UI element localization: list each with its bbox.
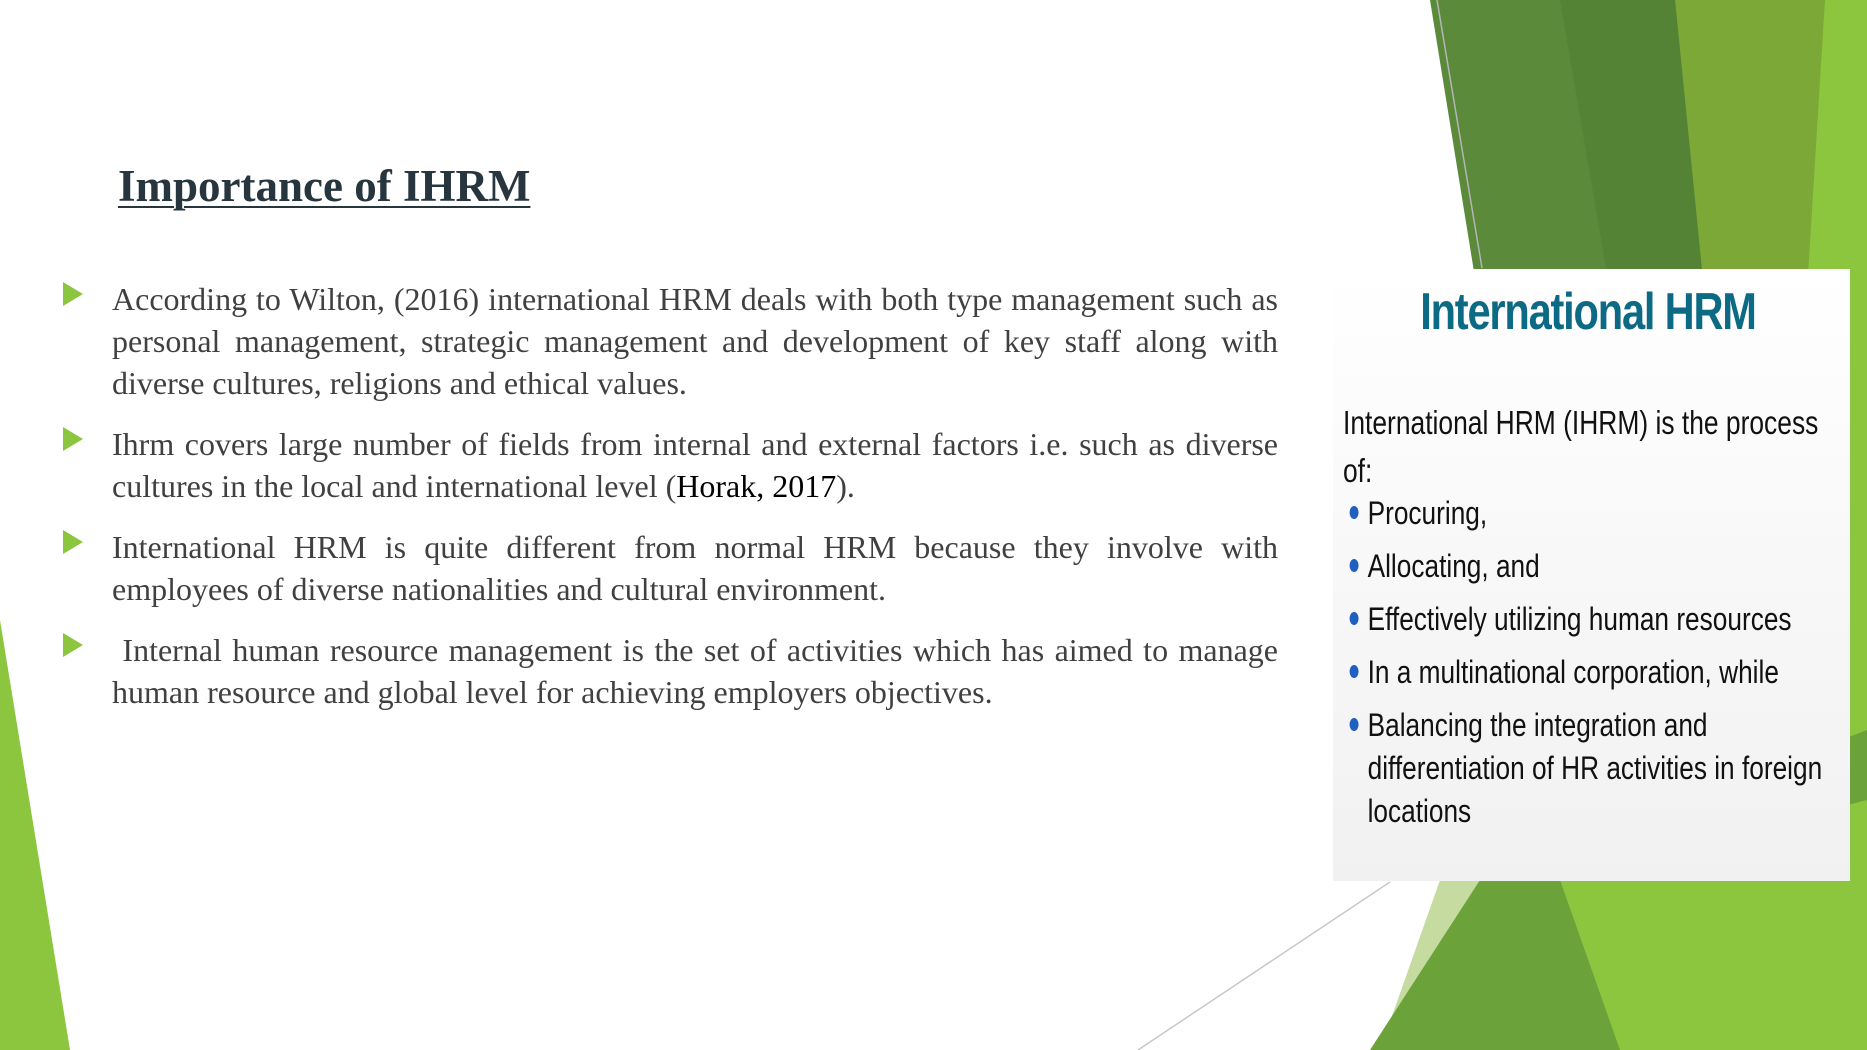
infographic-intro: International HRM (IHRM) is the process of:: [1343, 404, 1819, 489]
infographic-item-text: Procuring,: [1367, 495, 1488, 531]
bullet-item-2: [112, 423, 1278, 507]
bullet-item-3: [112, 526, 1278, 610]
triangle-arrow-icon: [63, 633, 83, 657]
infographic-title: International HRM: [1420, 283, 1756, 341]
infographic-item-text: In a multinational corporation, while: [1367, 654, 1779, 690]
infographic-list: [1343, 492, 1847, 843]
infographic-item: [1343, 492, 1847, 535]
decor-line-lower: [1138, 882, 1390, 1050]
facet-left: [0, 620, 70, 1050]
ihrm-definition-image: [1333, 269, 1850, 881]
infographic-item-text: Effectively utilizing human resources: [1367, 601, 1792, 637]
bullet-text: International HRM is quite different from normal HRM because they involve with employees of diverse nationalities and cultural environment.: [112, 529, 1278, 607]
bullet-item-1: [112, 278, 1278, 404]
slide-title: Importance of IHRM: [118, 161, 531, 211]
bullet-dot-icon: [1350, 559, 1359, 572]
infographic-item: [1343, 704, 1847, 833]
triangle-arrow-icon: [63, 282, 83, 306]
infographic-item-text: Balancing the integration and differentiation of HR activities in foreign locations: [1367, 707, 1823, 829]
bullet-text: Ihrm covers large number of fields from internal and external factors i.e. such as diverse cultures in the local and international level (: [112, 426, 1278, 504]
infographic-item-text: Allocating, and: [1367, 548, 1540, 584]
bullet-text: Internal human resource management is the set of activities which has aimed to manage human resource and global level for achieving employers objectives.: [112, 632, 1278, 710]
bullet-text: According to Wilton, (2016) international HRM deals with both type management such as personal management, strategic management and development of key staff along with diverse cultures, religions and ethical values.: [112, 281, 1278, 401]
bullet-dot-icon: [1350, 718, 1359, 731]
triangle-arrow-icon: [63, 427, 83, 451]
bullet-item-4: [112, 629, 1278, 713]
bullet-dot-icon: [1350, 612, 1359, 625]
bullet-text-end: ).: [836, 468, 855, 504]
infographic-item: [1343, 651, 1847, 694]
infographic-item: [1343, 545, 1847, 588]
bullet-dot-icon: [1350, 506, 1359, 519]
triangle-arrow-icon: [63, 530, 83, 554]
bullet-list: [112, 278, 1278, 732]
infographic-item: [1343, 598, 1847, 641]
citation-horak: Horak, 2017: [676, 468, 837, 504]
bullet-dot-icon: [1350, 665, 1359, 678]
